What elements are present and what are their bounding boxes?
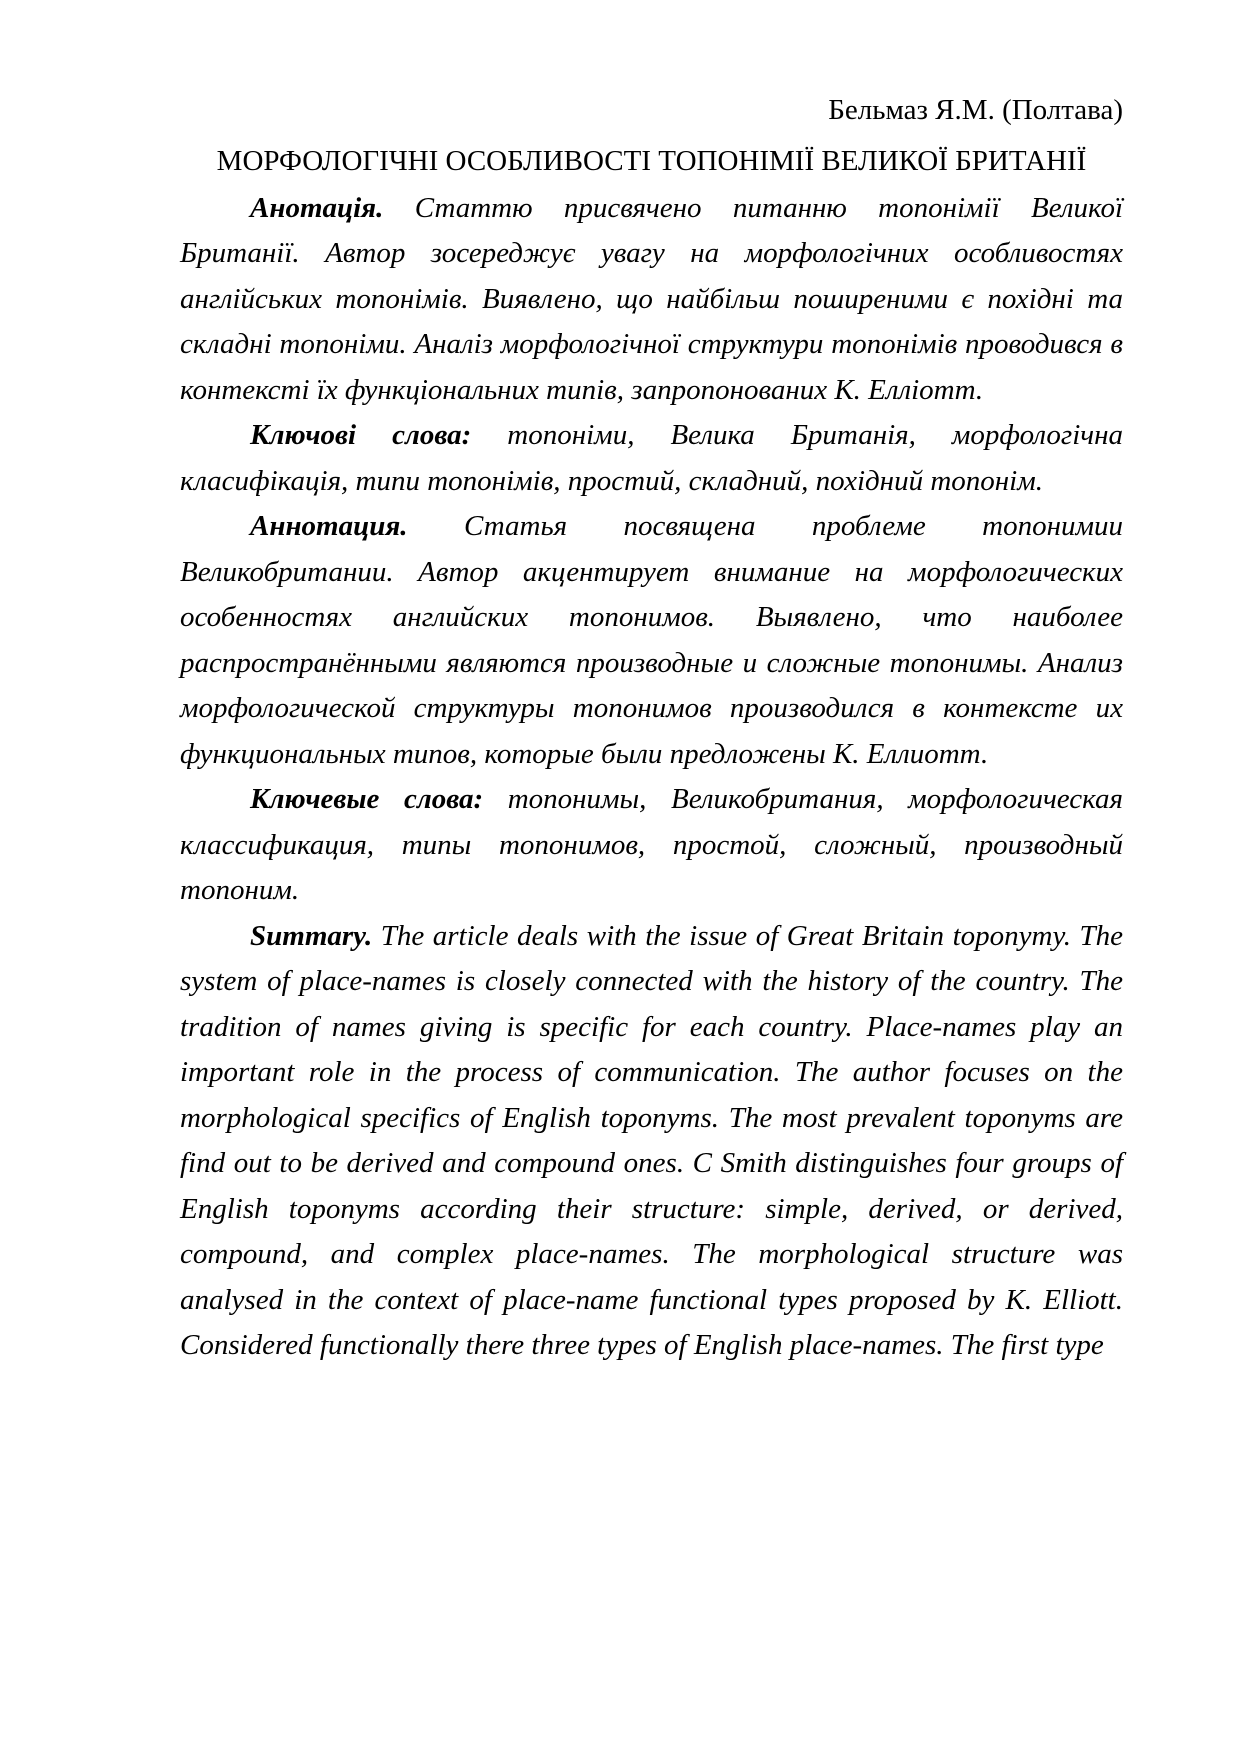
keywords-ru-label: Ключевые слова:	[250, 783, 484, 815]
summary-en-text: The article deals with the issue of Great Britain toponymy. The system of place-names is closely connected with the history of the country. The tradition of names giving is specific for each country. Place-names play an important role in the process of communication. The author focuses on the morphological specifics of English toponyms. The most prevalent toponyms are find out to be derived and compound ones. C Smith distinguishes four groups of English toponyms according their structure: simple, derived, or derived, compound, and complex place-names. The morphological structure was analysed in the context of place-name functional types proposed by K. Elliott. Considered functionally there three types of English place-names. The first type	[180, 919, 1123, 1361]
annotation-ru-text: Статья посвящена проблеме топонимии Великобритании. Автор акцентирует внимание на морфологических особенностях английских топонимов. Выявлено, что наиболее распространёнными являются производные и сложные топонимы. Анализ морфологической структуры топонимов производился в контексте их функциональных типов, которые были предложены К. Еллиотт.	[180, 510, 1123, 770]
article-title: МОРФОЛОГІЧНІ ОСОБЛИВОСТІ ТОПОНІМІЇ ВЕЛИКОЇ БРИТАНІЇ	[216, 144, 1087, 177]
paragraph-annotation-uk	[180, 186, 1123, 414]
paragraph-keywords-ru	[180, 777, 1123, 914]
annotation-uk-text: Статтю присвячено питанню топонімії Великої Британії. Автор зосереджує увагу на морфологічних особливостях англійських топонімів. Виявлено, що найбільш поширеними є похідні та складні топоніми. Аналіз морфологічної структури топонімів проводився в контексті їх функціональних типів, запропонованих К. Елліотт.	[180, 191, 1123, 406]
author-line: Бельмаз Я.М. (Полтава)	[828, 94, 1123, 126]
annotation-uk-label: Анотація.	[250, 191, 384, 224]
summary-en-label: Summary.	[250, 919, 373, 952]
annotation-ru-label: Аннотация.	[250, 510, 408, 542]
paragraph-summary-en	[180, 914, 1123, 1369]
paragraph-keywords-uk	[180, 413, 1123, 504]
keywords-uk-label: Ключові слова:	[250, 419, 472, 451]
keywords-uk-text: топоніми, Велика Британія, морфологічна класифікація, типи топонімів, простий, складний, похідний топонім.	[180, 419, 1124, 497]
paragraph-annotation-ru	[180, 504, 1123, 777]
document-page	[180, 88, 1123, 1369]
keywords-ru-text: топонимы, Великобритания, морфологическая классификация, типы топонимов, простой, сложный, производный топоним.	[180, 783, 1123, 906]
